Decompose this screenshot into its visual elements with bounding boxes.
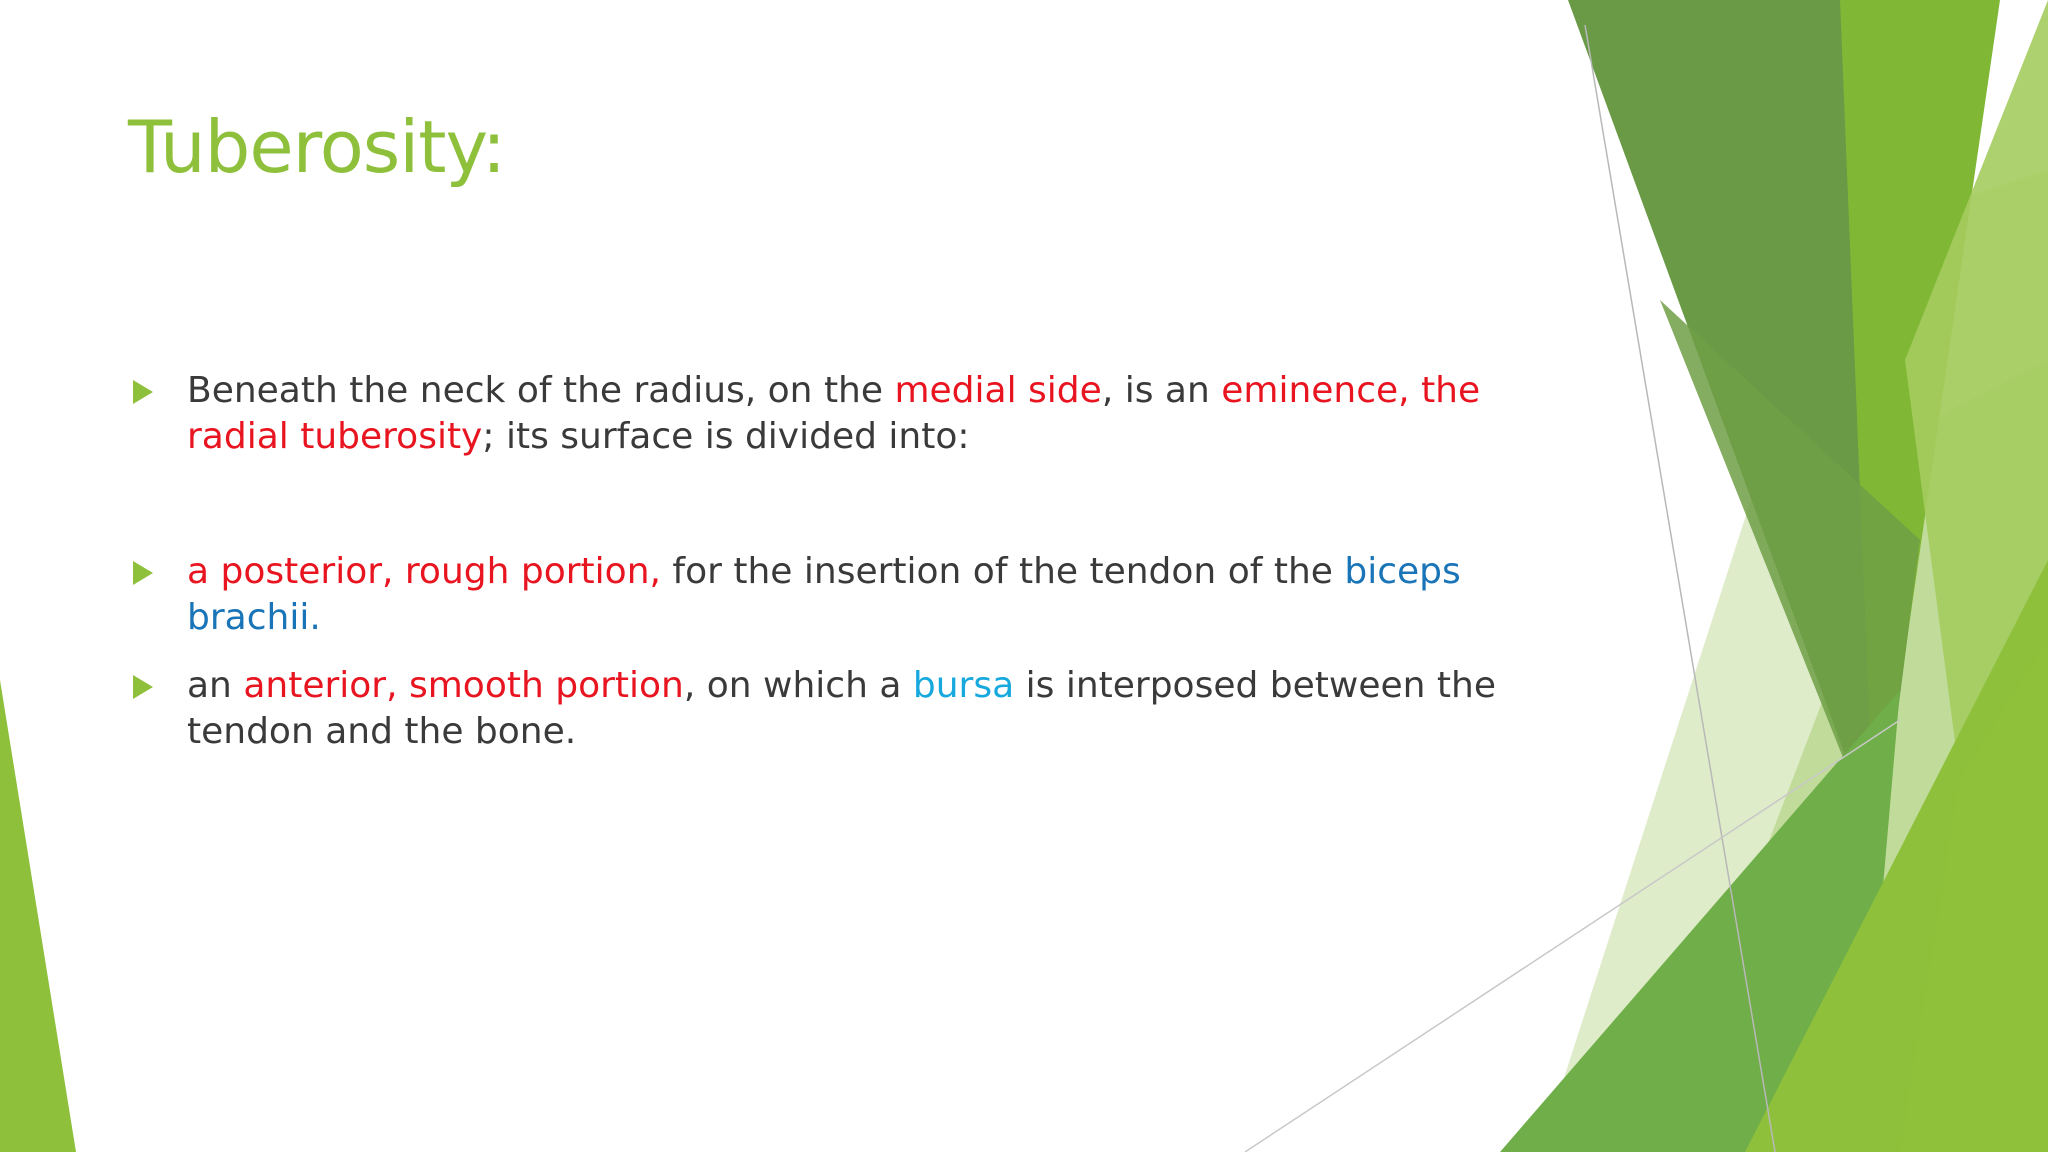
highlight-biceps-brachii: biceps brachii. (187, 551, 1461, 638)
bullet-list (130, 368, 1570, 755)
bullet-arrow-icon (133, 675, 153, 699)
text-run: ; its surface is divided into: (482, 416, 970, 457)
slide-title: Tuberosity: (128, 105, 506, 189)
highlight-posterior-portion: a posterior, rough portion, (187, 551, 661, 592)
bullet-text (187, 370, 1480, 457)
highlight-anterior-portion: anterior, smooth portion (243, 665, 684, 706)
bullet-arrow-icon (133, 380, 153, 404)
bullet-text (187, 663, 1517, 755)
facet-left-wedge (0, 680, 76, 1152)
bullet-arrow-icon (133, 561, 153, 585)
bullet-item (130, 549, 1570, 641)
highlight-medial-side: medial side (894, 370, 1102, 411)
text-run: Beneath the neck of the radius, on the (187, 370, 895, 411)
text-run: an (187, 665, 244, 706)
text-run: for the insertion of the tendon of the (660, 551, 1345, 592)
text-run: is interposed between the tendon and the bone. (187, 665, 1496, 752)
highlight-bursa: bursa (912, 665, 1015, 706)
bullet-item (130, 368, 1570, 460)
highlight-radial-tuberosity: eminence, the radial tuberosity (187, 370, 1481, 457)
bullet-text (187, 549, 1487, 641)
bullet-item (130, 663, 1570, 755)
text-run: , on which a (683, 665, 913, 706)
text-run: , is an (1101, 370, 1222, 411)
